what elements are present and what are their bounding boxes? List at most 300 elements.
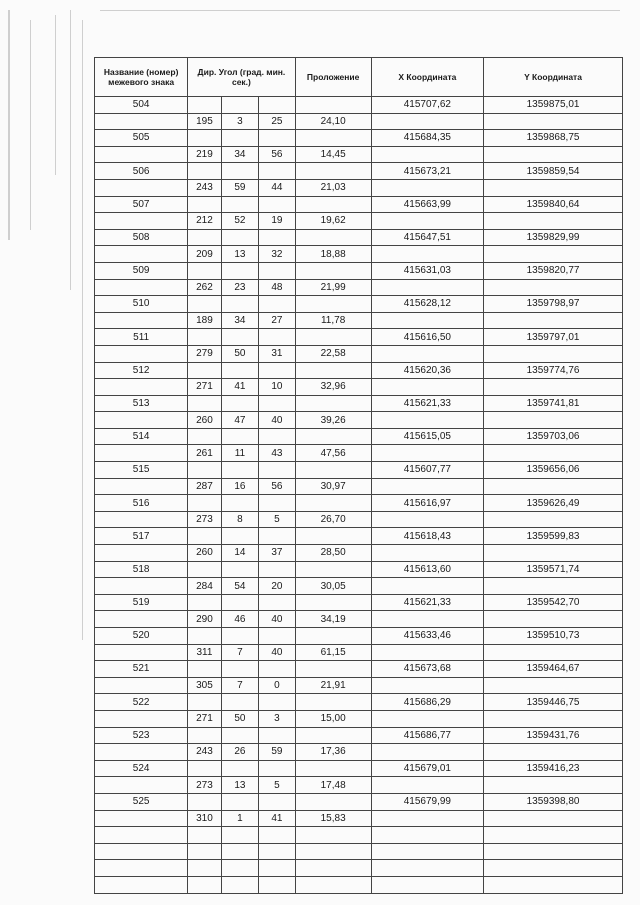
empty-cell <box>259 296 295 313</box>
angle-minutes: 7 <box>221 644 258 661</box>
mark-name: 519 <box>95 594 188 611</box>
empty-cell <box>371 810 483 827</box>
segment-row <box>95 710 623 727</box>
x-coordinate: 415684,35 <box>371 130 483 147</box>
empty-cell <box>95 777 188 794</box>
table-header-row <box>95 58 623 97</box>
angle-minutes: 59 <box>221 179 258 196</box>
empty-cell <box>221 196 258 213</box>
empty-cell <box>295 760 371 777</box>
empty-cell <box>188 495 221 512</box>
empty-cell <box>188 329 221 346</box>
empty-cell <box>371 511 483 528</box>
empty-cell <box>484 511 623 528</box>
x-coordinate: 415686,77 <box>371 727 483 744</box>
y-coordinate: 1359542,70 <box>484 594 623 611</box>
empty-cell <box>295 661 371 678</box>
empty-cell <box>221 694 258 711</box>
y-coordinate: 1359875,01 <box>484 97 623 114</box>
mark-row <box>95 528 623 545</box>
empty-cell <box>95 545 188 562</box>
empty-cell <box>371 279 483 296</box>
y-coordinate: 1359797,01 <box>484 329 623 346</box>
angle-minutes: 3 <box>221 113 258 130</box>
empty-cell <box>95 146 188 163</box>
header-x: X Координата <box>371 58 483 97</box>
coordinates-table <box>94 57 623 894</box>
empty-cell <box>95 345 188 362</box>
angle-minutes: 52 <box>221 213 258 230</box>
empty-cell <box>188 395 221 412</box>
empty-cell <box>295 329 371 346</box>
x-coordinate: 415673,21 <box>371 163 483 180</box>
segment-distance: 34,19 <box>295 611 371 628</box>
empty-cell <box>295 229 371 246</box>
mark-row <box>95 229 623 246</box>
segment-row <box>95 312 623 329</box>
x-coordinate: 415647,51 <box>371 229 483 246</box>
empty-cell <box>259 262 295 279</box>
empty-cell <box>188 793 221 810</box>
empty-cell <box>95 644 188 661</box>
empty-cell <box>188 694 221 711</box>
y-coordinate: 1359446,75 <box>484 694 623 711</box>
angle-degrees: 311 <box>188 644 221 661</box>
empty-cell <box>259 528 295 545</box>
mark-name: 505 <box>95 130 188 147</box>
empty-cell <box>95 445 188 462</box>
empty-cell <box>188 760 221 777</box>
empty-cell <box>371 113 483 130</box>
empty-cell <box>371 213 483 230</box>
mark-row <box>95 760 623 777</box>
empty-cell <box>259 628 295 645</box>
x-coordinate: 415615,05 <box>371 428 483 445</box>
angle-seconds: 59 <box>259 744 295 761</box>
y-coordinate: 1359464,67 <box>484 661 623 678</box>
angle-minutes: 26 <box>221 744 258 761</box>
angle-degrees: 305 <box>188 677 221 694</box>
mark-row <box>95 163 623 180</box>
empty-cell <box>221 229 258 246</box>
empty-cell <box>95 710 188 727</box>
mark-row <box>95 561 623 578</box>
mark-name: 518 <box>95 561 188 578</box>
empty-cell <box>484 578 623 595</box>
empty-cell <box>221 163 258 180</box>
empty-cell <box>484 611 623 628</box>
angle-minutes: 34 <box>221 312 258 329</box>
empty-cell <box>295 362 371 379</box>
header-name: Название (номер) межевого знака <box>95 58 188 97</box>
angle-degrees: 260 <box>188 545 221 562</box>
empty-cell <box>95 744 188 761</box>
empty-cell <box>371 312 483 329</box>
empty-cell <box>295 561 371 578</box>
empty-cell <box>188 97 221 114</box>
mark-row <box>95 362 623 379</box>
segment-distance: 21,91 <box>295 677 371 694</box>
empty-cell <box>484 412 623 429</box>
segment-distance: 21,03 <box>295 179 371 196</box>
empty-cell <box>221 362 258 379</box>
empty-cell <box>95 213 188 230</box>
angle-minutes: 1 <box>221 810 258 827</box>
segment-distance: 28,50 <box>295 545 371 562</box>
y-coordinate: 1359703,06 <box>484 428 623 445</box>
empty-cell <box>295 163 371 180</box>
empty-cell <box>295 793 371 810</box>
segment-distance: 61,15 <box>295 644 371 661</box>
segment-distance: 15,00 <box>295 710 371 727</box>
angle-seconds: 27 <box>259 312 295 329</box>
segment-row <box>95 777 623 794</box>
empty-cell <box>484 644 623 661</box>
mark-name: 513 <box>95 395 188 412</box>
empty-cell <box>221 262 258 279</box>
empty-cell <box>295 528 371 545</box>
empty-cell <box>95 478 188 495</box>
angle-minutes: 50 <box>221 710 258 727</box>
x-coordinate: 415673,68 <box>371 661 483 678</box>
mark-name: 511 <box>95 329 188 346</box>
mark-name: 512 <box>95 362 188 379</box>
angle-minutes: 8 <box>221 511 258 528</box>
angle-degrees: 262 <box>188 279 221 296</box>
angle-seconds: 56 <box>259 478 295 495</box>
empty-cell <box>221 793 258 810</box>
segment-distance: 11,78 <box>295 312 371 329</box>
angle-minutes: 11 <box>221 445 258 462</box>
empty-cell <box>484 545 623 562</box>
empty-cell <box>484 445 623 462</box>
angle-seconds: 40 <box>259 412 295 429</box>
empty-cell <box>295 694 371 711</box>
mark-name: 522 <box>95 694 188 711</box>
angle-degrees: 273 <box>188 777 221 794</box>
mark-row <box>95 495 623 512</box>
empty-cell <box>484 213 623 230</box>
empty-cell <box>295 594 371 611</box>
empty-cell <box>188 229 221 246</box>
segment-distance: 15,83 <box>295 810 371 827</box>
empty-cell <box>188 561 221 578</box>
faint-row <box>95 827 623 844</box>
angle-seconds: 43 <box>259 445 295 462</box>
angle-seconds: 48 <box>259 279 295 296</box>
y-coordinate: 1359840,64 <box>484 196 623 213</box>
angle-seconds: 20 <box>259 578 295 595</box>
angle-seconds: 44 <box>259 179 295 196</box>
mark-name: 507 <box>95 196 188 213</box>
empty-cell <box>295 428 371 445</box>
header-angle: Дир. Угол (град. мин. сек.) <box>188 58 295 97</box>
mark-row <box>95 329 623 346</box>
empty-cell <box>221 462 258 479</box>
angle-degrees: 310 <box>188 810 221 827</box>
scan-artifact <box>55 15 56 175</box>
empty-cell <box>221 528 258 545</box>
empty-cell <box>295 727 371 744</box>
angle-degrees: 243 <box>188 744 221 761</box>
segment-distance: 24,10 <box>295 113 371 130</box>
empty-cell <box>259 495 295 512</box>
x-coordinate: 415607,77 <box>371 462 483 479</box>
segment-distance: 17,36 <box>295 744 371 761</box>
empty-cell <box>95 179 188 196</box>
mark-row <box>95 694 623 711</box>
segment-row <box>95 545 623 562</box>
mark-row <box>95 262 623 279</box>
angle-degrees: 290 <box>188 611 221 628</box>
empty-cell <box>484 345 623 362</box>
empty-cell <box>221 760 258 777</box>
mark-name: 516 <box>95 495 188 512</box>
empty-cell <box>484 246 623 263</box>
angle-seconds: 19 <box>259 213 295 230</box>
empty-cell <box>188 727 221 744</box>
y-coordinate: 1359599,83 <box>484 528 623 545</box>
empty-cell <box>295 462 371 479</box>
segment-row <box>95 677 623 694</box>
empty-cell <box>95 279 188 296</box>
segment-distance: 30,05 <box>295 578 371 595</box>
empty-cell <box>259 561 295 578</box>
empty-cell <box>259 329 295 346</box>
mark-row <box>95 196 623 213</box>
angle-degrees: 243 <box>188 179 221 196</box>
empty-cell <box>188 262 221 279</box>
mark-row <box>95 594 623 611</box>
angle-seconds: 40 <box>259 611 295 628</box>
angle-degrees: 260 <box>188 412 221 429</box>
angle-seconds: 37 <box>259 545 295 562</box>
empty-cell <box>484 146 623 163</box>
segment-row <box>95 810 623 827</box>
angle-seconds: 5 <box>259 511 295 528</box>
empty-cell <box>221 329 258 346</box>
empty-cell <box>484 379 623 396</box>
segment-row <box>95 213 623 230</box>
empty-cell <box>188 594 221 611</box>
empty-cell <box>259 362 295 379</box>
mark-name: 524 <box>95 760 188 777</box>
empty-cell <box>221 97 258 114</box>
empty-cell <box>484 312 623 329</box>
y-coordinate: 1359798,97 <box>484 296 623 313</box>
header-y: Y Координата <box>484 58 623 97</box>
mark-row <box>95 97 623 114</box>
empty-cell <box>259 727 295 744</box>
mark-row <box>95 296 623 313</box>
y-coordinate: 1359859,54 <box>484 163 623 180</box>
empty-cell <box>259 793 295 810</box>
table-body <box>95 97 623 827</box>
segment-distance: 19,62 <box>295 213 371 230</box>
scan-artifact <box>100 10 620 11</box>
segment-distance: 32,96 <box>295 379 371 396</box>
empty-cell <box>371 246 483 263</box>
empty-cell <box>259 594 295 611</box>
segment-row <box>95 744 623 761</box>
angle-seconds: 5 <box>259 777 295 794</box>
mark-row <box>95 395 623 412</box>
header-distance: Проложение <box>295 58 371 97</box>
faint-bleedthrough-rows <box>95 827 623 893</box>
segment-distance: 39,26 <box>295 412 371 429</box>
segment-distance: 30,97 <box>295 478 371 495</box>
empty-cell <box>188 628 221 645</box>
empty-cell <box>188 528 221 545</box>
empty-cell <box>259 229 295 246</box>
y-coordinate: 1359741,81 <box>484 395 623 412</box>
segment-row <box>95 644 623 661</box>
empty-cell <box>295 628 371 645</box>
angle-degrees: 271 <box>188 379 221 396</box>
y-coordinate: 1359774,76 <box>484 362 623 379</box>
angle-degrees: 261 <box>188 445 221 462</box>
mark-name: 523 <box>95 727 188 744</box>
y-coordinate: 1359510,73 <box>484 628 623 645</box>
angle-minutes: 41 <box>221 379 258 396</box>
x-coordinate: 415679,01 <box>371 760 483 777</box>
mark-name: 510 <box>95 296 188 313</box>
segment-distance: 21,99 <box>295 279 371 296</box>
angle-seconds: 32 <box>259 246 295 263</box>
empty-cell <box>221 727 258 744</box>
empty-cell <box>484 744 623 761</box>
segment-distance: 26,70 <box>295 511 371 528</box>
angle-degrees: 189 <box>188 312 221 329</box>
angle-degrees: 219 <box>188 146 221 163</box>
empty-cell <box>188 428 221 445</box>
empty-cell <box>188 196 221 213</box>
empty-cell <box>95 312 188 329</box>
empty-cell <box>95 511 188 528</box>
empty-cell <box>221 561 258 578</box>
empty-cell <box>484 777 623 794</box>
empty-cell <box>95 113 188 130</box>
angle-seconds: 3 <box>259 710 295 727</box>
y-coordinate: 1359431,76 <box>484 727 623 744</box>
angle-seconds: 25 <box>259 113 295 130</box>
empty-cell <box>371 545 483 562</box>
empty-cell <box>95 677 188 694</box>
mark-row <box>95 428 623 445</box>
empty-cell <box>259 462 295 479</box>
segment-row <box>95 611 623 628</box>
mark-row <box>95 727 623 744</box>
segment-distance: 17,48 <box>295 777 371 794</box>
empty-cell <box>188 462 221 479</box>
x-coordinate: 415618,43 <box>371 528 483 545</box>
empty-cell <box>259 661 295 678</box>
empty-cell <box>188 130 221 147</box>
empty-cell <box>188 296 221 313</box>
y-coordinate: 1359820,77 <box>484 262 623 279</box>
y-coordinate: 1359829,99 <box>484 229 623 246</box>
empty-cell <box>295 296 371 313</box>
empty-cell <box>259 694 295 711</box>
empty-cell <box>221 495 258 512</box>
empty-cell <box>484 677 623 694</box>
empty-cell <box>259 97 295 114</box>
x-coordinate: 415633,46 <box>371 628 483 645</box>
empty-cell <box>484 478 623 495</box>
empty-cell <box>371 412 483 429</box>
angle-degrees: 212 <box>188 213 221 230</box>
angle-minutes: 47 <box>221 412 258 429</box>
x-coordinate: 415616,50 <box>371 329 483 346</box>
mark-name: 525 <box>95 793 188 810</box>
empty-cell <box>371 710 483 727</box>
x-coordinate: 415628,12 <box>371 296 483 313</box>
scan-artifact <box>30 20 31 230</box>
segment-row <box>95 279 623 296</box>
mark-name: 515 <box>95 462 188 479</box>
mark-name: 514 <box>95 428 188 445</box>
empty-cell <box>188 362 221 379</box>
empty-cell <box>95 578 188 595</box>
empty-cell <box>259 760 295 777</box>
segment-distance: 22,58 <box>295 345 371 362</box>
faint-row <box>95 860 623 877</box>
empty-cell <box>259 428 295 445</box>
mark-name: 508 <box>95 229 188 246</box>
x-coordinate: 415621,33 <box>371 594 483 611</box>
segment-row <box>95 478 623 495</box>
segment-row <box>95 412 623 429</box>
angle-seconds: 40 <box>259 644 295 661</box>
empty-cell <box>484 279 623 296</box>
empty-cell <box>371 345 483 362</box>
y-coordinate: 1359398,80 <box>484 793 623 810</box>
scan-artifact <box>82 20 83 640</box>
x-coordinate: 415621,33 <box>371 395 483 412</box>
empty-cell <box>371 445 483 462</box>
mark-row <box>95 462 623 479</box>
mark-name: 521 <box>95 661 188 678</box>
angle-degrees: 271 <box>188 710 221 727</box>
empty-cell <box>95 379 188 396</box>
empty-cell <box>221 130 258 147</box>
empty-cell <box>259 196 295 213</box>
angle-minutes: 54 <box>221 578 258 595</box>
empty-cell <box>221 395 258 412</box>
empty-cell <box>295 130 371 147</box>
x-coordinate: 415631,03 <box>371 262 483 279</box>
segment-row <box>95 511 623 528</box>
empty-cell <box>371 744 483 761</box>
empty-cell <box>484 179 623 196</box>
angle-degrees: 279 <box>188 345 221 362</box>
y-coordinate: 1359868,75 <box>484 130 623 147</box>
scan-artifact <box>70 10 71 290</box>
empty-cell <box>221 428 258 445</box>
angle-seconds: 41 <box>259 810 295 827</box>
mark-name: 509 <box>95 262 188 279</box>
segment-row <box>95 379 623 396</box>
mark-row <box>95 628 623 645</box>
x-coordinate: 415686,29 <box>371 694 483 711</box>
empty-cell <box>95 611 188 628</box>
empty-cell <box>484 710 623 727</box>
empty-cell <box>221 296 258 313</box>
segment-distance: 18,88 <box>295 246 371 263</box>
empty-cell <box>259 163 295 180</box>
empty-cell <box>95 412 188 429</box>
angle-seconds: 0 <box>259 677 295 694</box>
